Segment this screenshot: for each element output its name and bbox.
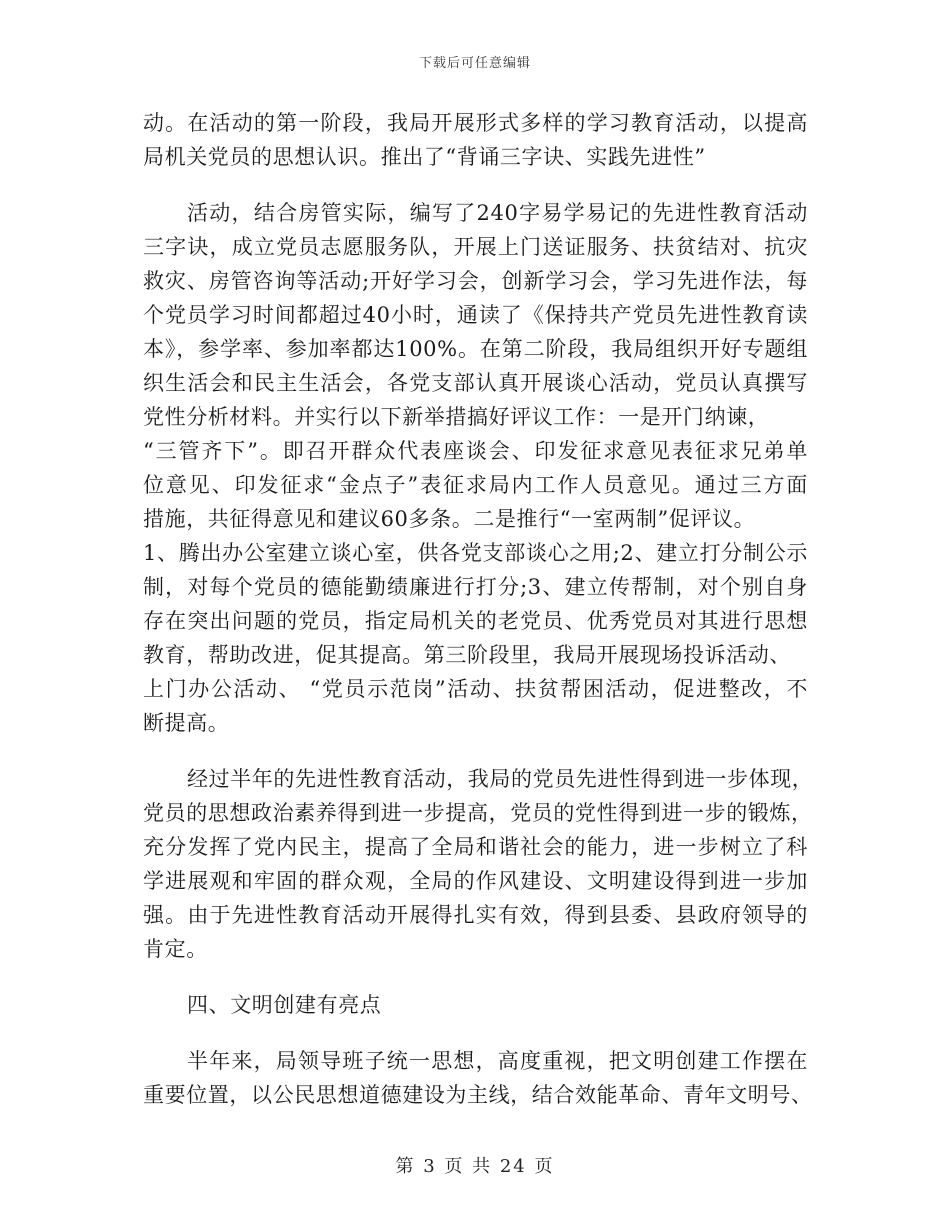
text-line: 个党员学习时间都超过40小时，通读了《保持共产党员先进性教育读 — [143, 303, 808, 327]
text-line: 制，对每个党员的德能勤绩廉进行打分;3、建立传帮制，对个别自身 — [143, 575, 808, 599]
text-line: 存在突出问题的党员，指定局机关的老党员、优秀党员对其进行思想 — [143, 609, 808, 633]
text-line: 救灾、房管咨询等活动;开好学习会，创新学习会，学习先进作法，每 — [143, 269, 808, 293]
text-line: 三字诀，成立党员志愿服务队，开展上门送证服务、扶贫结对、抗灾 — [143, 235, 808, 259]
text-line: 党员的思想政治素养得到进一步提高，党员的党性得到进一步的锻炼， — [143, 801, 813, 825]
section-heading — [143, 988, 808, 1022]
text-line: 强。由于先进性教育活动开展得扎实有效，得到县委、县政府领导的 — [143, 903, 808, 927]
text-line: 学进展观和牢固的群众观，全局的作风建设、文明建设得到进一步加 — [143, 869, 808, 893]
text-line: 教育，帮助改进，促其提高。第三阶段里，我局开展现场投诉活动、 — [143, 643, 791, 667]
paragraph — [143, 196, 808, 740]
page-number-footer: 第 3 页 共 24 页 — [395, 1156, 555, 1177]
text-line: 充分发挥了党内民主，提高了全局和谐社会的能力，进一步树立了科 — [143, 835, 808, 859]
page-header-note: 下载后可任意编辑 — [418, 56, 531, 71]
text-line: 措施，共征得意见和建议60多条。二是推行“一室两制”促评议。 — [143, 507, 756, 531]
text-line: 1、腾出办公室建立谈心室，供各党支部谈心之用;2、建立打分制公示 — [143, 541, 808, 565]
text-line: 上门办公活动、 “党员示范岗”活动、扶贫帮困活动，促进整改，不 — [143, 677, 808, 701]
text-line: 党性分析材料。并实行以下新举措搞好评议工作：一是开门纳谏， — [143, 405, 770, 429]
document-body — [143, 106, 814, 1112]
text-line: 断提高。 — [143, 711, 230, 735]
text-line: 肯定。 — [143, 937, 208, 961]
text-line: “三管齐下”。即召开群众代表座谈会、印发征求意见表征求兄弟单 — [143, 439, 808, 463]
text-line: 本》，参学率、参加率都达100%。在第二阶段，我局组织开好专题组 — [143, 337, 808, 361]
text-line: 织生活会和民主生活会，各党支部认真开展谈心活动，党员认真撰写 — [143, 371, 808, 395]
paragraph — [143, 1044, 813, 1112]
text-line: 重要位置，以公民思想道德建设为主线，结合效能革命、青年文明号、 — [143, 1083, 813, 1107]
paragraph — [143, 762, 814, 966]
text-line: 半年来，局领导班子统一思想，高度重视，把文明创建工作摆在 — [187, 1049, 808, 1073]
text-line: 经过半年的先进性教育活动，我局的党员先进性得到进一步体现， — [187, 767, 814, 791]
text-line: 活动，结合房管实际，编写了240字易学易记的先进性教育活动 — [187, 201, 808, 225]
paragraph — [143, 106, 808, 174]
text-line: 局机关党员的思想认识。推出了“背诵三字诀、实践先进性” — [143, 145, 706, 169]
text-line: 动。在活动的第一阶段，我局开展形式多样的学习教育活动，以提高 — [143, 111, 808, 135]
text-line: 四、文明创建有亮点 — [187, 993, 382, 1017]
text-line: 位意见、印发征求“金点子”表征求局内工作人员意见。通过三方面 — [143, 473, 808, 497]
